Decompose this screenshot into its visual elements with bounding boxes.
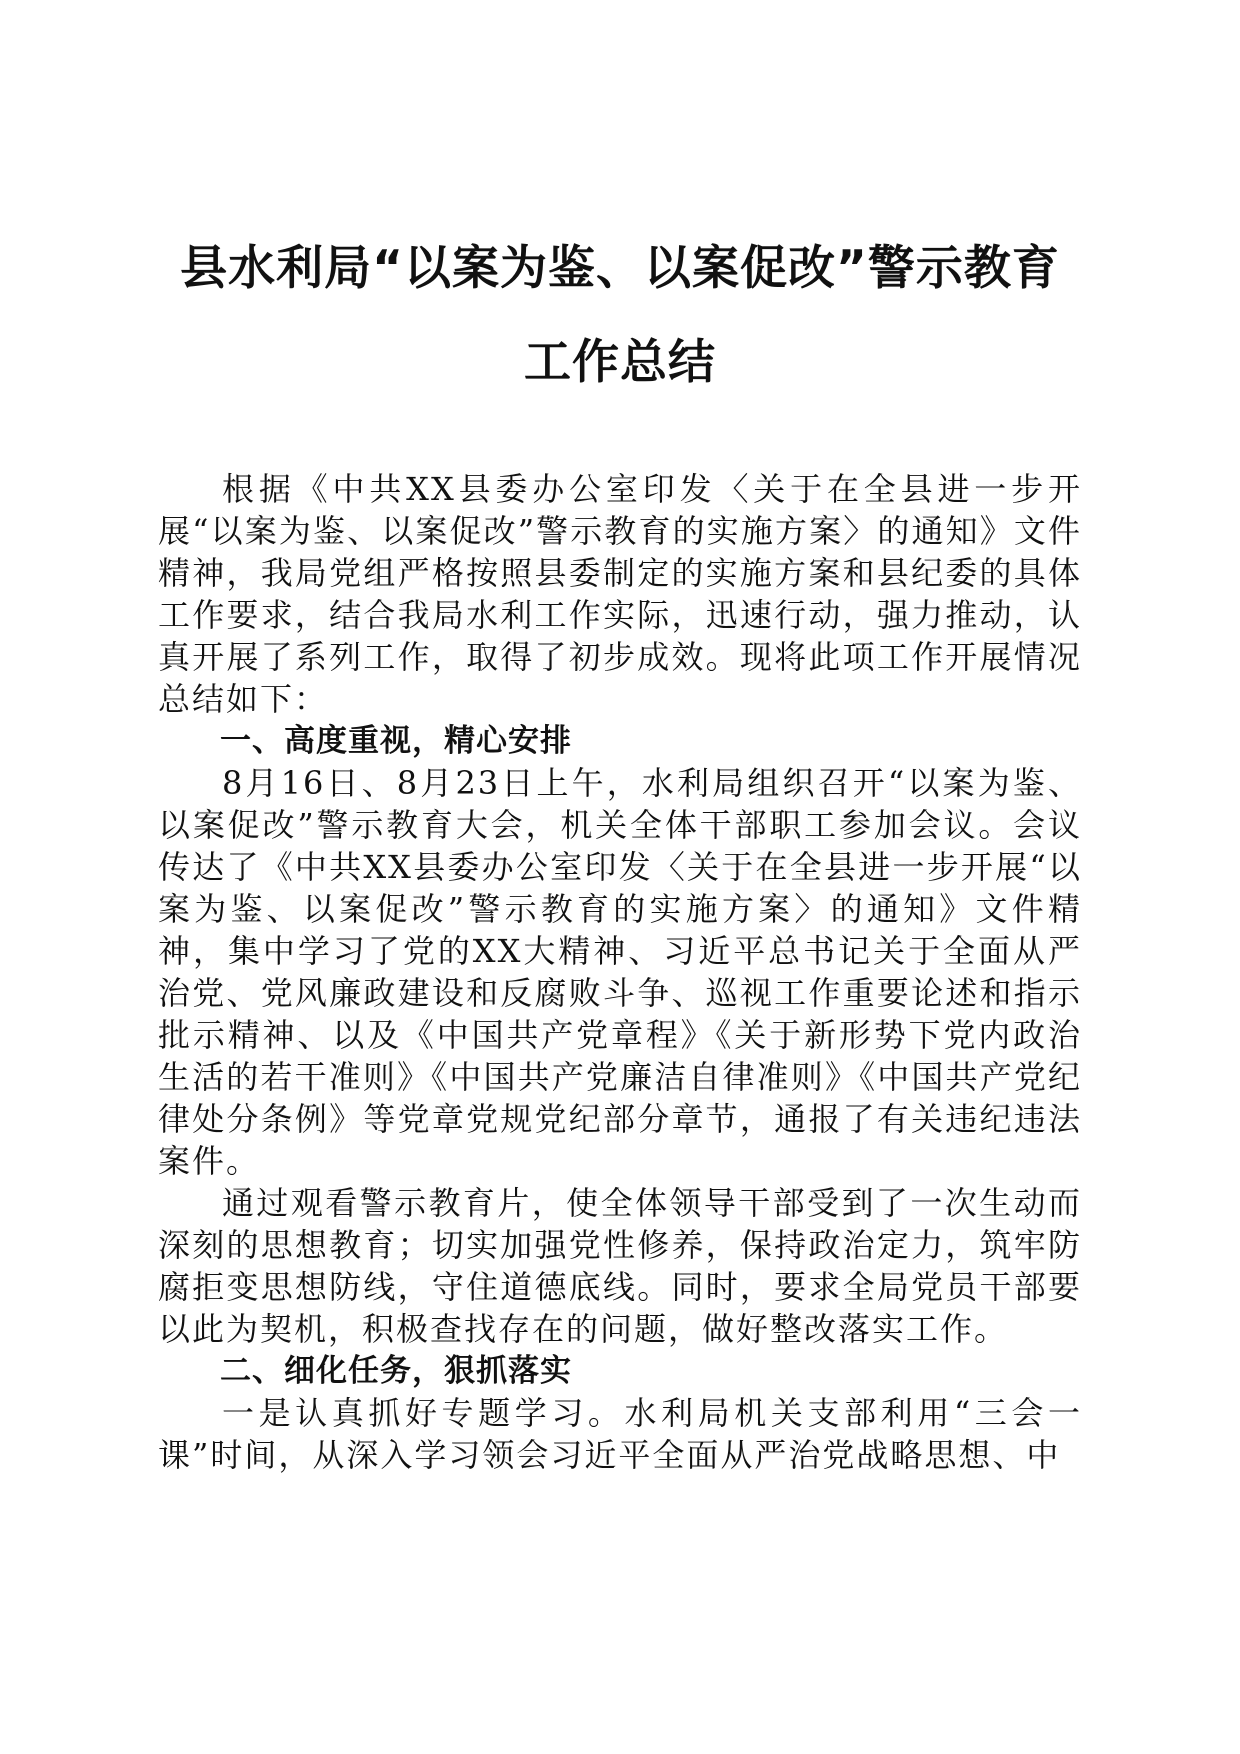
paragraph-warning-film: 通过观看警示教育片，使全体领导干部受到了一次生动而深刻的思想教育；切实加强党性修养，保持政治定力，筑牢防腐拒变思想防线，守住道德底线。同时，要求全局党员干部要以此为契机，积极查找存在的问题，做好整改落实工作。 [158,1184,1082,1348]
paragraph-meeting: 8月16日、8月23日上午，水利局组织召开“以案为鉴、以案促改”警示教育大会，机关全体干部职工参加会议。会议传达了《中共XX县委办公室印发〈关于在全县进一步开展“以案为鉴、以案促改”警示教育的实施方案〉的通知》文件精神，集中学习了党的XX大精神、习近平总书记关于全面从严治党、党风廉政建设和反腐败斗争、巡视工作重要论述和指示批示精神、以及《中国共产党章程》《关于新形势下党内政治生活的若干准则》《中国共产党廉洁自律准则》《中国共产党纪律处分条例》等党章党规党纪部分章节，通报了有关违纪违法案件。 [158,764,1082,1180]
paragraph-intro: 根据《中共XX县委办公室印发〈关于在全县进一步开展“以案为鉴、以案促改”警示教育的实施方案〉的通知》文件精神，我局党组严格按照县委制定的实施方案和县纪委的具体工作要求，结合我局水利工作实际，迅速行动，强力推动，认真开展了系列工作，取得了初步成效。现将此项工作开展情况总结如下： [158,470,1082,718]
section-heading-2: 二、细化任务，狠抓落实 [220,1353,572,1389]
document-page [158,0,1082,1754]
document-body [158,468,1082,1476]
document-title: 县水利局“以案为鉴、以案促改”警示教育工作总结 [180,241,1060,390]
section-heading-1: 一、高度重视，精心安排 [220,723,572,759]
paragraph-study: 一是认真抓好专题学习。水利局机关支部利用“三会一课”时间，从深入学习领会习近平全面从严治党战略思想、中 [158,1394,1082,1474]
